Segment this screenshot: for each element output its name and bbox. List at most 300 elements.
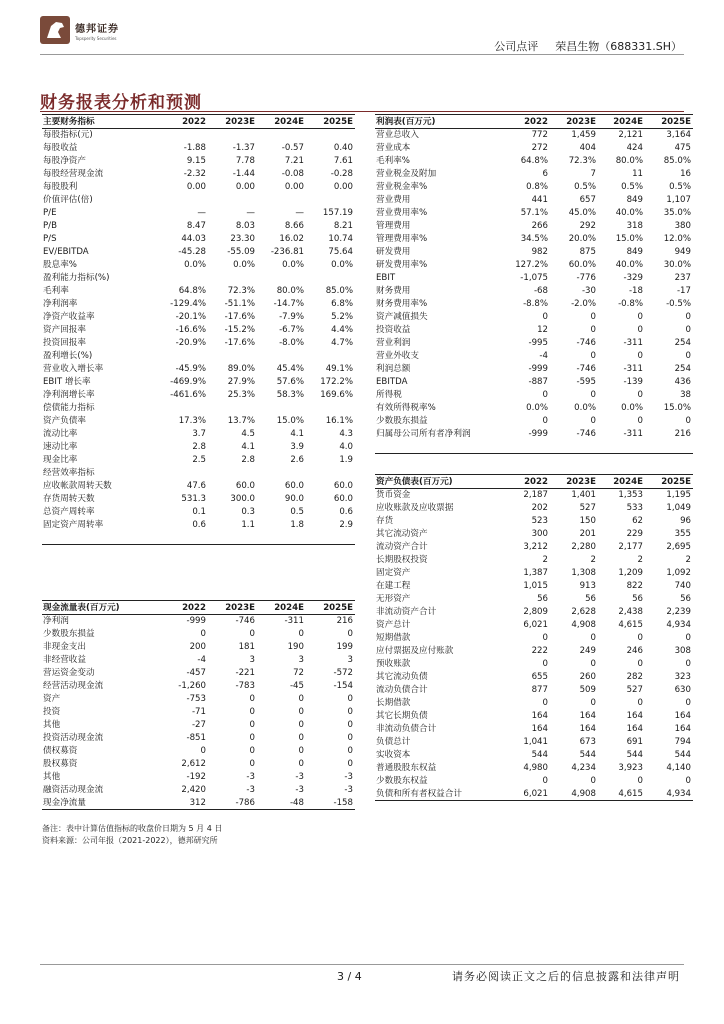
value-cell: 6 <box>542 169 548 179</box>
value-cell: 318 <box>626 221 643 231</box>
value-cell <box>257 350 306 363</box>
row-label-cell: P/E <box>43 208 57 218</box>
value-cell: -995 <box>528 338 548 348</box>
value-cell: 527 <box>626 685 643 695</box>
note-closing-price-date: 备注：表中计算估值指标的收盘价日期为 5 月 4 日 <box>42 824 223 833</box>
row-label-cell: 净利润率 <box>43 299 78 309</box>
value-cell: 0 <box>542 312 548 322</box>
row-label-cell: 股息率% <box>43 260 77 270</box>
income-statement-table <box>375 114 693 454</box>
value-cell: 164 <box>531 711 548 721</box>
value-cell <box>257 129 306 142</box>
value-cell: 0 <box>542 416 548 426</box>
value-cell: 3 <box>249 655 255 665</box>
value-cell: 0 <box>590 659 596 669</box>
value-cell: 272 <box>531 143 548 153</box>
value-cell: 544 <box>531 750 548 760</box>
value-cell: 8.03 <box>235 221 255 231</box>
table-row <box>375 788 693 801</box>
table-row <box>375 389 693 402</box>
value-cell: 2,121 <box>618 130 643 141</box>
table-row <box>375 259 693 272</box>
value-cell <box>208 194 257 207</box>
value-cell: -68 <box>533 286 548 296</box>
value-cell: -221 <box>235 668 255 678</box>
table-row <box>42 142 355 155</box>
table-notes <box>42 823 222 847</box>
value-cell: 4,980 <box>523 763 548 773</box>
value-cell: -48 <box>257 797 306 810</box>
row-label-cell: 经营活动现金流 <box>43 681 104 691</box>
table-row <box>375 619 693 632</box>
value-cell: 544 <box>674 750 691 760</box>
value-cell: 164 <box>531 724 548 734</box>
table-row <box>42 797 355 810</box>
table-row <box>42 415 355 428</box>
value-cell: 0 <box>590 633 596 643</box>
value-cell: -27 <box>191 720 206 730</box>
value-cell: -16.6% <box>175 325 206 335</box>
value-cell: -192 <box>186 772 206 782</box>
value-cell: 6,021 <box>523 620 548 630</box>
value-cell: 72.3% <box>227 286 255 296</box>
value-cell: 172.2% <box>320 377 353 387</box>
table-row <box>42 285 355 298</box>
row-label-cell: 净利润增长率 <box>43 390 95 400</box>
table-row <box>375 311 693 324</box>
value-cell <box>306 467 355 480</box>
table-row <box>375 502 693 515</box>
value-cell: 1,041 <box>523 737 548 747</box>
row-label-cell: 少数股东损益 <box>43 629 95 639</box>
row-label-cell: 现金比率 <box>43 455 78 465</box>
value-cell: 49.1% <box>325 364 353 374</box>
table-row <box>375 762 693 775</box>
table-row <box>42 311 355 324</box>
value-cell: 47.6 <box>186 481 206 491</box>
year-header-cell: 2025E <box>645 475 693 489</box>
value-cell: 4,934 <box>645 788 693 801</box>
value-cell <box>160 350 208 363</box>
row-label-cell: 财务费用率% <box>376 299 428 309</box>
value-cell: 0 <box>590 325 596 335</box>
value-cell: 0.6 <box>339 507 353 517</box>
value-cell: 0 <box>637 633 643 643</box>
value-cell: 740 <box>674 581 691 591</box>
value-cell: 181 <box>238 642 255 652</box>
value-cell: 23.30 <box>230 234 255 244</box>
value-cell: -15.2% <box>224 325 255 335</box>
table-row <box>42 454 355 467</box>
value-cell <box>550 441 598 454</box>
row-label-cell: 营业总收入 <box>376 130 419 141</box>
value-cell: 0 <box>249 707 255 717</box>
value-cell: 0.5 <box>290 507 304 517</box>
table-row <box>42 246 355 259</box>
row-label-cell: 存货 <box>376 516 394 526</box>
value-cell: 60.0 <box>333 494 353 504</box>
value-cell: 201 <box>579 529 596 539</box>
value-cell: -45.28 <box>178 247 206 257</box>
row-label-cell: 速动比率 <box>43 442 78 452</box>
table-row <box>375 684 693 697</box>
value-cell: 1,015 <box>523 581 548 591</box>
value-cell: 0.5% <box>621 182 643 192</box>
value-cell: 2,438 <box>618 607 643 617</box>
value-cell: 673 <box>579 737 596 747</box>
table-row <box>42 693 355 706</box>
value-cell: 2,280 <box>571 542 596 552</box>
value-cell: -1,260 <box>178 681 206 691</box>
logo-english-name: Topsperity Securities <box>75 35 117 41</box>
value-cell: 2.8 <box>192 442 206 452</box>
table-row <box>42 519 355 532</box>
row-label-cell: 管理费用 <box>376 221 411 231</box>
value-cell: 772 <box>531 130 548 141</box>
table-row <box>42 168 355 181</box>
value-cell: 12 <box>537 325 548 335</box>
value-cell: 0 <box>298 746 304 756</box>
value-cell: 150 <box>579 516 596 526</box>
table-row <box>42 207 355 220</box>
value-cell: 72 <box>293 668 304 678</box>
value-cell: 533 <box>626 503 643 513</box>
value-cell: — <box>246 208 255 218</box>
value-cell: — <box>295 208 304 218</box>
value-cell: 246 <box>626 646 643 656</box>
value-cell: -1,075 <box>520 273 548 283</box>
value-cell: 282 <box>626 672 643 682</box>
table-row <box>42 493 355 506</box>
table-row <box>42 732 355 745</box>
value-cell: -2.32 <box>183 169 206 179</box>
value-cell: 2 <box>590 555 596 565</box>
table-row <box>42 667 355 680</box>
table-row <box>375 376 693 389</box>
value-cell: 0 <box>347 759 353 769</box>
value-cell: 0 <box>542 633 548 643</box>
value-cell: 6.8% <box>331 299 353 309</box>
table-row <box>375 428 693 441</box>
year-header-cell: 2023E <box>208 115 257 129</box>
year-header-cell: 2024E <box>257 115 306 129</box>
table-row <box>42 376 355 389</box>
value-cell: -30 <box>581 286 596 296</box>
table-header-row <box>42 601 355 615</box>
row-label-cell: 营运资金变动 <box>43 668 95 678</box>
row-label-cell: 毛利率 <box>43 286 69 296</box>
value-cell: 0.00 <box>284 182 304 192</box>
value-cell: -595 <box>576 377 596 387</box>
year-header-cell: 2023E <box>550 475 598 489</box>
value-cell: -3 <box>344 772 353 782</box>
value-cell: -783 <box>235 681 255 691</box>
value-cell: 15.0% <box>615 234 643 244</box>
value-cell: 0.00 <box>333 182 353 192</box>
value-cell: 57.6% <box>276 377 304 387</box>
value-cell: 0 <box>542 659 548 669</box>
value-cell: 157.19 <box>322 208 353 218</box>
value-cell <box>208 402 257 415</box>
value-cell <box>306 129 355 142</box>
value-cell: -129.4% <box>170 299 206 309</box>
value-cell: 57.1% <box>520 208 548 218</box>
value-cell: 229 <box>626 529 643 539</box>
value-cell: 0 <box>249 694 255 704</box>
value-cell: -51.1% <box>224 299 255 309</box>
value-cell <box>306 402 355 415</box>
value-cell: 4.5 <box>241 429 255 439</box>
table-row <box>375 749 693 762</box>
table-row <box>42 363 355 376</box>
value-cell: — <box>197 208 206 218</box>
value-cell: 913 <box>579 581 596 591</box>
value-cell: 2,239 <box>666 607 691 617</box>
value-cell: -2.0% <box>571 299 596 309</box>
value-cell: 0 <box>249 733 255 743</box>
value-cell: -3 <box>246 772 255 782</box>
value-cell <box>208 272 257 285</box>
value-cell: 1,049 <box>666 503 691 513</box>
value-cell: 2,695 <box>666 542 691 552</box>
value-cell: 404 <box>579 143 596 153</box>
year-header-cell: 2025E <box>306 601 355 615</box>
value-cell: 531.3 <box>181 494 206 504</box>
value-cell: -0.57 <box>281 143 304 153</box>
year-header-cell: 2022 <box>503 475 550 489</box>
balance-sheet-table <box>375 474 693 801</box>
row-label-cell: 偿债能力指标 <box>43 403 95 413</box>
value-cell: 2,177 <box>618 542 643 552</box>
row-label-cell: 非流动负债合计 <box>376 724 437 734</box>
row-label-cell: 负债总计 <box>376 737 411 747</box>
value-cell: -6.7% <box>279 325 304 335</box>
value-cell: 0.5% <box>574 182 596 192</box>
value-cell <box>645 441 693 454</box>
table-row <box>375 554 693 567</box>
value-cell: 380 <box>674 221 691 231</box>
table-row <box>375 658 693 671</box>
row-label-cell: 归属母公司所有者净利润 <box>376 429 471 439</box>
value-cell: 0.8% <box>526 182 548 192</box>
year-header-cell: 2022 <box>503 115 550 129</box>
table-row <box>42 350 355 363</box>
value-cell: 0 <box>590 390 596 400</box>
value-cell: 475 <box>674 143 691 153</box>
value-cell: 2 <box>685 555 691 565</box>
value-cell: 216 <box>336 616 353 627</box>
value-cell: -4 <box>539 351 548 361</box>
value-cell: 58.3% <box>276 390 304 400</box>
row-label-cell: 营业外收支 <box>376 351 419 361</box>
value-cell: 4,908 <box>550 788 598 801</box>
row-label-cell: 其它长期负债 <box>376 711 428 721</box>
value-cell <box>160 467 208 480</box>
table-row <box>375 298 693 311</box>
value-cell: 16 <box>680 169 691 179</box>
value-cell: 7.78 <box>235 156 255 166</box>
value-cell: 7.61 <box>333 156 353 166</box>
row-label-cell <box>375 441 503 454</box>
row-label-cell: 实收资本 <box>376 750 411 760</box>
value-cell: 4.7% <box>331 338 353 348</box>
value-cell: 1,107 <box>666 195 691 205</box>
table-row <box>42 615 355 628</box>
value-cell: -7.9% <box>279 312 304 322</box>
table-header-row <box>375 115 693 129</box>
value-cell: 75.64 <box>328 247 353 257</box>
value-cell: 657 <box>579 195 596 205</box>
value-cell: 85.0% <box>325 286 353 296</box>
row-label-cell: 其它流动负债 <box>376 672 428 682</box>
table-title-cell: 现金流量表(百万元) <box>42 601 160 615</box>
value-cell: 0 <box>298 629 304 639</box>
row-label-cell: 净资产收益率 <box>43 312 95 322</box>
table-row <box>42 324 355 337</box>
footer-divider <box>40 964 684 965</box>
value-cell: 190 <box>287 642 304 652</box>
value-cell <box>598 441 645 454</box>
value-cell: 8.66 <box>284 221 304 231</box>
row-label-cell: 其他 <box>43 720 61 730</box>
value-cell: 0.0% <box>574 403 596 413</box>
value-cell <box>306 350 355 363</box>
row-label-cell: 研发费用率% <box>376 260 428 270</box>
company-ticker: 荣昌生物（688331.SH） <box>555 40 682 53</box>
value-cell: -1.44 <box>232 169 255 179</box>
value-cell: 4.0 <box>339 442 353 452</box>
value-cell: 1,401 <box>571 490 596 501</box>
value-cell: 4,615 <box>618 620 643 630</box>
value-cell: 355 <box>674 529 691 539</box>
row-label-cell: 固定资产周转率 <box>43 520 104 530</box>
value-cell: 80.0% <box>615 156 643 166</box>
value-cell: 4,615 <box>598 788 645 801</box>
value-cell: -1.37 <box>232 143 255 153</box>
row-label-cell: 营业收入增长率 <box>43 364 104 374</box>
value-cell: 0 <box>637 698 643 708</box>
value-cell: -3 <box>344 785 353 795</box>
header-report-info <box>494 38 682 54</box>
value-cell <box>306 532 355 545</box>
table-row <box>42 654 355 667</box>
value-cell: 127.2% <box>515 260 548 270</box>
value-cell: -3 <box>295 772 304 782</box>
table-row <box>375 324 693 337</box>
table-row <box>42 389 355 402</box>
value-cell <box>257 402 306 415</box>
value-cell: 3 <box>298 655 304 665</box>
value-cell: 10.74 <box>328 234 353 244</box>
table-row <box>42 719 355 732</box>
value-cell: 164 <box>579 711 596 721</box>
year-header-cell: 2025E <box>306 115 355 129</box>
value-cell: 4.4% <box>331 325 353 335</box>
page-number: 3 / 4 <box>337 970 362 983</box>
value-cell: 0 <box>637 312 643 322</box>
year-header-cell: 2024E <box>257 601 306 615</box>
value-cell: 164 <box>674 711 691 721</box>
value-cell: -45 <box>289 681 304 691</box>
table-row <box>375 194 693 207</box>
row-label-cell <box>42 532 160 545</box>
header-divider <box>40 54 684 55</box>
year-header-cell: 2022 <box>160 601 208 615</box>
table-title-cell: 资产负债表(百万元) <box>375 475 503 489</box>
row-label-cell: 存货周转天数 <box>43 494 95 504</box>
value-cell: -999 <box>528 429 548 439</box>
cash-flow-table <box>42 600 355 810</box>
value-cell: 0.0% <box>233 260 255 270</box>
value-cell: 15.0% <box>276 416 304 426</box>
row-label-cell: 经营效率指标 <box>43 468 95 478</box>
table-row <box>375 775 693 788</box>
value-cell: 0.5% <box>669 182 691 192</box>
value-cell: 982 <box>531 247 548 257</box>
table-row <box>375 181 693 194</box>
value-cell <box>160 532 208 545</box>
value-cell: 292 <box>579 221 596 231</box>
value-cell: 0 <box>347 720 353 730</box>
row-label-cell: 流动负债合计 <box>376 685 428 695</box>
value-cell: -786 <box>208 797 257 810</box>
row-label-cell: 应收账款及应收票据 <box>376 503 454 513</box>
value-cell: -17 <box>676 286 691 296</box>
row-label-cell: 资产总计 <box>376 620 411 630</box>
row-label-cell: P/S <box>43 234 57 244</box>
value-cell: 691 <box>626 737 643 747</box>
table-row <box>375 645 693 658</box>
value-cell: -311 <box>623 338 643 348</box>
value-cell: 6,021 <box>503 788 550 801</box>
value-cell: 7 <box>590 169 596 179</box>
row-label-cell: 无形资产 <box>376 594 411 604</box>
section-title-underline <box>40 111 684 112</box>
value-cell: 323 <box>674 672 691 682</box>
value-cell: 2.5 <box>192 455 206 465</box>
value-cell: 2 <box>637 555 643 565</box>
value-cell: -139 <box>623 377 643 387</box>
table-row <box>42 233 355 246</box>
row-label-cell: 负债和所有者权益合计 <box>375 788 503 801</box>
value-cell: 312 <box>160 797 208 810</box>
table-row <box>375 233 693 246</box>
value-cell: 849 <box>626 195 643 205</box>
table-row <box>42 480 355 493</box>
table-header-row <box>375 475 693 489</box>
value-cell: 200 <box>189 642 206 652</box>
table-row <box>42 428 355 441</box>
value-cell: 3,212 <box>523 542 548 552</box>
row-label-cell: 应付票据及应付账款 <box>376 646 454 656</box>
value-cell: 15.0% <box>663 403 691 413</box>
value-cell: 249 <box>579 646 596 656</box>
value-cell: -746 <box>576 429 596 439</box>
value-cell: -17.6% <box>224 338 255 348</box>
value-cell: 308 <box>674 646 691 656</box>
value-cell: 4,908 <box>571 620 596 630</box>
value-cell: 544 <box>626 750 643 760</box>
table-row <box>375 632 693 645</box>
value-cell: -746 <box>235 616 255 627</box>
value-cell: -71 <box>191 707 206 717</box>
value-cell: 13.7% <box>227 416 255 426</box>
value-cell: 0 <box>637 351 643 361</box>
value-cell: 0 <box>685 659 691 669</box>
table-row <box>42 506 355 519</box>
year-header-cell: 2025E <box>645 115 693 129</box>
table-row <box>42 771 355 784</box>
